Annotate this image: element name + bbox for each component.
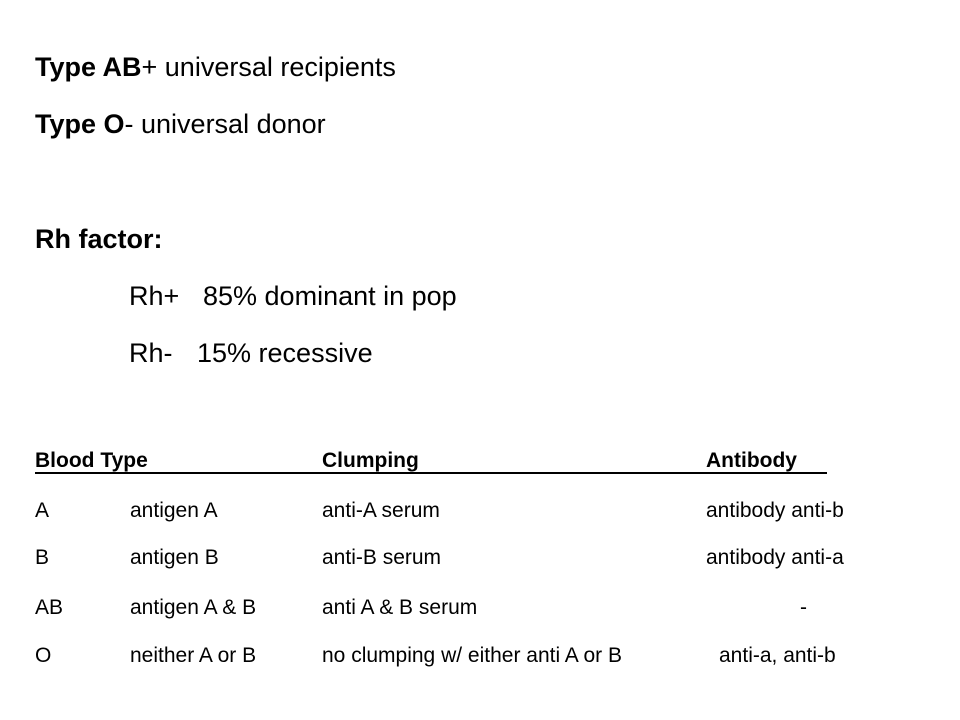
row-antibody: - <box>800 596 807 619</box>
rh-positive-description: 85% dominant in pop <box>203 281 457 311</box>
rh-factor-heading: Rh factor: <box>35 224 163 254</box>
row-antigen: antigen A & B <box>130 596 257 619</box>
table-row <box>35 498 935 524</box>
rh-negative-line <box>129 337 373 369</box>
rh-negative-description: 15% recessive <box>197 338 373 368</box>
row-antigen: antigen A <box>130 499 218 522</box>
type-ab-label: Type AB <box>35 52 142 82</box>
rh-positive-line <box>129 280 457 312</box>
row-antibody: antibody anti-b <box>706 499 844 522</box>
row-blood-type: A <box>35 499 50 522</box>
table-row <box>35 643 935 669</box>
row-clumping: anti-B serum <box>322 546 442 569</box>
row-blood-type: O <box>35 644 52 667</box>
row-clumping: anti A & B serum <box>322 596 478 619</box>
row-blood-type: AB <box>35 596 64 619</box>
universal-recipients-line <box>35 51 396 83</box>
row-clumping: anti-A serum <box>322 499 440 522</box>
header-antibody: Antibody <box>706 449 797 472</box>
row-clumping: no clumping w/ either anti A or B <box>322 644 622 667</box>
table-row <box>35 545 935 571</box>
rh-positive-label: Rh+ <box>129 281 180 311</box>
type-o-description: - universal donor <box>124 109 326 139</box>
row-antigen: neither A or B <box>130 644 257 667</box>
header-clumping: Clumping <box>322 449 419 472</box>
universal-donor-line <box>35 108 326 140</box>
row-blood-type: B <box>35 546 50 569</box>
type-ab-description: + universal recipients <box>141 52 396 82</box>
type-o-label: Type O <box>35 109 125 139</box>
table-row <box>35 595 935 621</box>
blood-type-table-header <box>35 448 827 474</box>
row-antigen: antigen B <box>130 546 219 569</box>
rh-negative-label: Rh- <box>129 338 173 368</box>
row-antibody: anti-a, anti-b <box>719 644 836 667</box>
row-antibody: antibody anti-a <box>706 546 844 569</box>
header-underline <box>35 472 827 474</box>
header-blood-type: Blood Type <box>35 449 148 472</box>
